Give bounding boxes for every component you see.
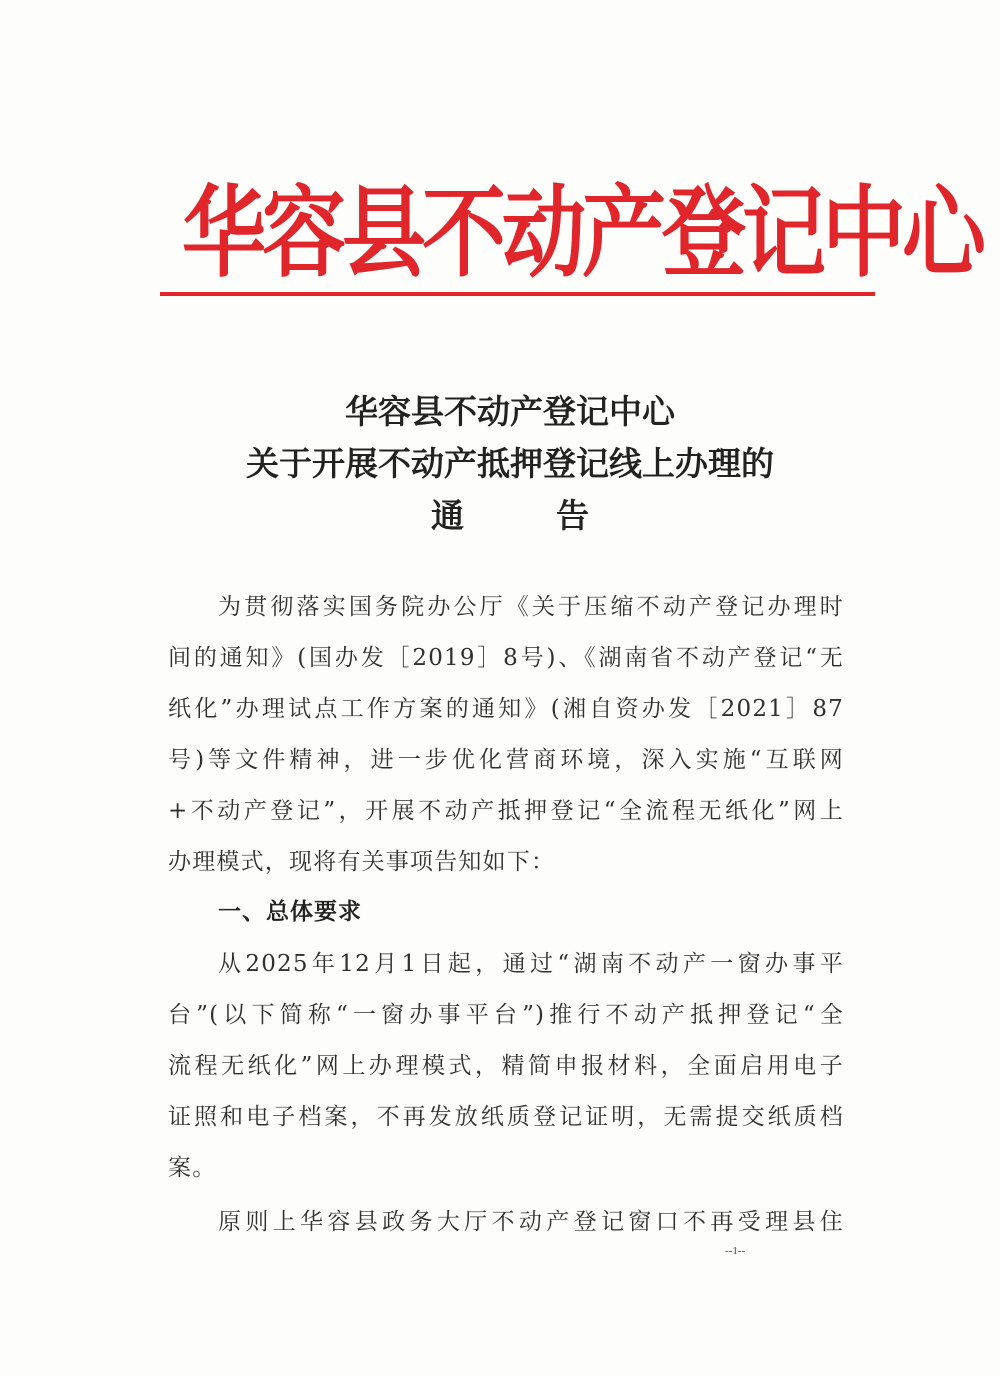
page-number: --1-- (725, 1245, 746, 1257)
paragraph-1-line-2: 间的通知》(国办发［2019］8号)、《湖南省不动产登记“无 (168, 645, 844, 671)
letterhead-org-name: 华容县不动产登记中心 (182, 173, 983, 291)
letterhead-red-rule (160, 292, 875, 296)
document-title-line-2: 关于开展不动产抵押登记线上办理的 (246, 444, 774, 483)
paragraph-2-line-5: 案。 (168, 1155, 217, 1181)
paragraph-1-line-4: 号)等文件精神，进一步优化营商环境，深入实施“互联网 (168, 747, 844, 773)
title-char-tong: 通 (431, 496, 464, 535)
paragraph-2-line-3: 流程无纸化”网上办理模式，精简申报材料，全面启用电子 (168, 1053, 844, 1079)
paragraph-1-line-1: 为贯彻落实国务院办公厅《关于压缩不动产登记办理时 (218, 594, 844, 620)
paragraph-2-line-1: 从2025年12月1日起，通过“湖南不动产一窗办事平 (218, 951, 844, 977)
section-1-heading: 一、总体要求 (218, 899, 362, 925)
paragraph-2-line-4: 证照和电子档案，不再发放纸质登记证明，无需提交纸质档 (168, 1104, 844, 1130)
document-title-line-1: 华容县不动产登记中心 (345, 392, 675, 431)
document-title-line-3 (160, 490, 860, 537)
paragraph-1-line-6: 办理模式，现将有关事项告知如下： (168, 849, 556, 875)
paragraph-1-line-3: 纸化”办理试点工作方案的通知》(湘自资办发［2021］87 (168, 696, 844, 722)
paragraph-2-line-2: 台”(以下简称“一窗办事平台”)推行不动产抵押登记“全 (168, 1002, 844, 1028)
paragraph-3-line-1: 原则上华容县政务大厅不动产登记窗口不再受理县住 (218, 1209, 844, 1235)
paragraph-1-line-5: +不动产登记”，开展不动产抵押登记“全流程无纸化”网上 (168, 798, 844, 824)
title-char-gao: 告 (556, 496, 589, 535)
